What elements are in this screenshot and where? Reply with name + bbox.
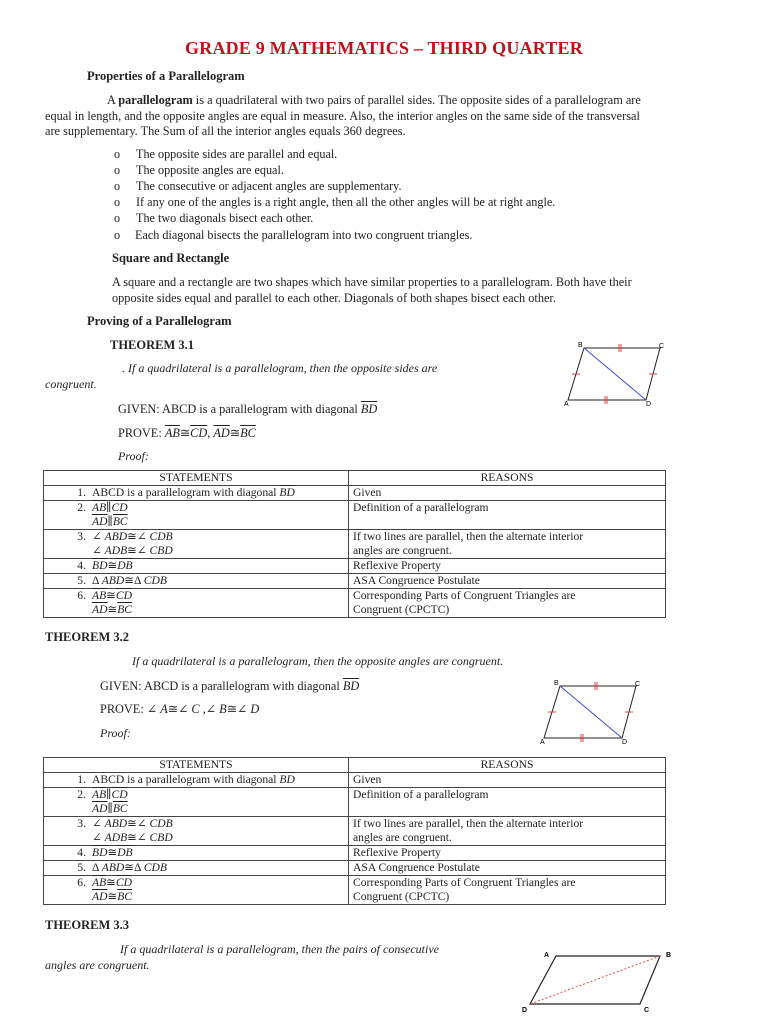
given-3-2: GIVEN: ABCD is a parallelogram with diagonal $\overline{BD}$: [100, 679, 360, 693]
table-row: [44, 471, 666, 486]
table-row: [44, 758, 666, 773]
proof-label-3-2: Proof:: [100, 726, 131, 740]
parallelogram-figure-2: [534, 676, 646, 746]
table-row: 1. ABCD is a parallelogram with diagonal $\overline{BD}$ Given: [44, 773, 666, 788]
vertex-c-label: C: [659, 343, 665, 350]
sr-line-2: opposite sides equal and parallel to each other. Diagonals of both shapes bisect each other.: [112, 290, 556, 305]
table-row: 5. Δ ABD≅Δ CDB ASA Congruence Postulate: [44, 574, 666, 589]
theorem-3-1-statement-end: congruent.: [45, 377, 97, 391]
theorem-3-1-statement: . If a quadrilateral is a parallelogram, then the opposite sides are: [122, 361, 438, 375]
proof-table-3-2: [43, 757, 666, 905]
table-row: 3. ∠ ABD≅∠ CDB ∠ ADB≅∠ CBD If two lines are parallel, then the alternate interior angles are congruent.: [44, 817, 666, 846]
table-row: 4. $\overline{BD}≅\overline{DB}$ Reflexive Property: [44, 846, 666, 861]
vertex-d-label: D: [522, 1007, 528, 1014]
vertex-d-label: D: [622, 739, 628, 746]
proving-heading: Proving of a Parallelogram: [87, 314, 232, 328]
table-row: 1. ABCD is a parallelogram with diagonal $\overline{BD}$ Given: [44, 486, 666, 501]
table-row: 2. $\overline{AB}\parallel\overline{CD}$ $\overline{AD}\parallel\overline{BC}$ Definition of a parallelogram: [44, 788, 666, 817]
parallelogram-figure-1: [558, 338, 670, 408]
vertex-a-label: A: [564, 401, 569, 408]
statements-header: STATEMENTS: [44, 758, 349, 773]
def-rest: is a quadrilateral with two pairs of parallel sides. The opposite sides of a parallelogram are: [192, 93, 641, 107]
def-line-2: equal in length, and the opposite angles are equal in measure. Also, the interior angles on the same side of the transversal: [45, 108, 640, 123]
vertex-a-label: A: [540, 739, 545, 746]
proof-label-3-1: Proof:: [118, 449, 149, 463]
vertex-c-label: C: [644, 1007, 650, 1014]
vertex-c-label: C: [635, 681, 641, 688]
sr-line-1: A square and a rectangle are two shapes which have similar properties to a parallelogram. Both have their: [112, 275, 632, 289]
vertex-b-label: B: [578, 342, 583, 349]
page-title: GRADE 9 MATHEMATICS – THIRD QUARTER: [185, 38, 583, 58]
table-row: 4. $\overline{BD}≅\overline{DB}$ Reflexive Property: [44, 559, 666, 574]
vertex-a-label: A: [544, 952, 550, 959]
table-row: 2. $\overline{AB}\parallel\overline{CD}$ $\overline{AD}\parallel\overline{BC}$ Definition of a parallelogram: [44, 501, 666, 530]
theorem-3-3-heading: THEOREM 3.3: [45, 918, 130, 932]
proof-table-3-1: [43, 470, 666, 618]
prove-3-2: PROVE: ∠ A≅∠ C ,∠ B≅∠ D: [100, 702, 260, 716]
def-line-3: are supplementary. The Sum of all the interior angles equals 360 degrees.: [45, 124, 406, 138]
reasons-header: REASONS: [349, 471, 666, 486]
def-prefix: A: [107, 93, 119, 107]
square-rectangle-text: [112, 275, 632, 306]
properties-heading: Properties of a Parallelogram: [87, 69, 245, 83]
def-term: parallelogram: [118, 93, 193, 107]
theorem-3-1-heading: THEOREM 3.1: [110, 338, 195, 352]
statements-header: STATEMENTS: [44, 471, 349, 486]
vertex-b-label: B: [554, 680, 559, 687]
table-row: 5. Δ ABD≅Δ CDB ASA Congruence Postulate: [44, 861, 666, 876]
given-3-1: GIVEN: ABCD is a parallelogram with diagonal $\overline{BD}$: [118, 402, 378, 416]
square-rectangle-heading: Square and Rectangle: [112, 251, 230, 265]
theorem-3-3-statement: If a quadrilateral is a parallelogram, then the pairs of consecutive: [120, 942, 439, 956]
parallelogram-figure-3: [516, 946, 686, 1018]
reasons-header: REASONS: [349, 758, 666, 773]
theorem-3-2-statement: If a quadrilateral is a parallelogram, then the opposite angles are congruent.: [132, 654, 504, 668]
table-row: 6. $\overline{AB}≅\overline{CD}$ $\overline{AD}≅\overline{BC}$ Corresponding Parts of Congruent Triangles are Congruent (CPCTC): [44, 589, 666, 618]
theorem-3-3-statement-end: angles are congruent.: [45, 958, 150, 972]
table-row: 3. ∠ ABD≅∠ CDB ∠ ADB≅∠ CBD If two lines are parallel, then the alternate interior angles are congruent.: [44, 530, 666, 559]
vertex-b-label: B: [666, 952, 672, 959]
theorem-3-2-heading: THEOREM 3.2: [45, 630, 130, 644]
prove-3-1: PROVE: $\overline{AB}≅\overline{CD}$, $\overline{AD}≅\overline{BC}$: [118, 426, 256, 440]
properties-list: o The opposite sides are parallel and equal. o The opposite angles are equal. o The consecutive or adjacent angles are supplementary. o If any one of the angles is a right angle, then all the other angles will be at right angle. o The two diagonals bisect each other. o Each diagonal bisects the parallelogram into two congruent triangles.: [114, 147, 556, 242]
table-row: 6. $\overline{AB}≅\overline{CD}$ $\overline{AD}≅\overline{BC}$ Corresponding Parts of Congruent Triangles are Congruent (CPCTC): [44, 876, 666, 905]
parallelogram-definition: [45, 93, 725, 140]
vertex-d-label: D: [646, 401, 652, 408]
